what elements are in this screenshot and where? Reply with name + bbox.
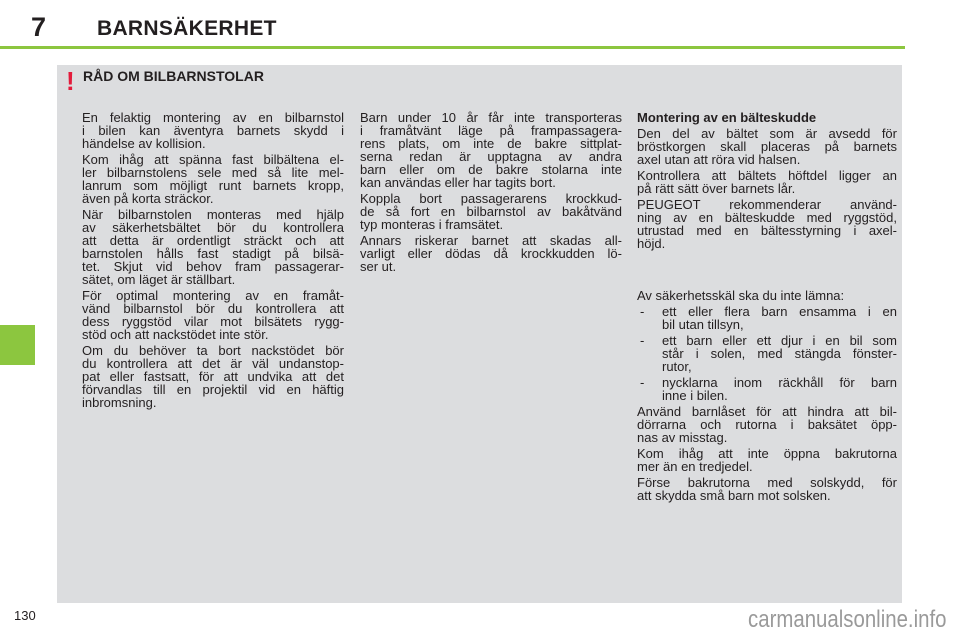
- column-1: [82, 111, 344, 412]
- text-line: En felaktig montering av en bilbarnstol: [82, 110, 344, 125]
- text-line: höjd.: [637, 236, 666, 251]
- list-item: [637, 305, 897, 331]
- chapter-number: 7: [31, 12, 47, 42]
- chapter-title: BARNSÄKERHET: [97, 17, 277, 40]
- paragraph: [360, 111, 622, 189]
- text-line: rutor,: [662, 359, 692, 374]
- text-line: axel utan att röra vid halsen.: [637, 152, 801, 167]
- text-line: Annars riskerar barnet att skadas all-: [360, 233, 622, 248]
- paragraph: [360, 192, 622, 231]
- text-line: Kom ihåg att inte öppna bakrutorna: [637, 446, 897, 461]
- text-line: av säkerhetsbältet bör du kontrollera: [82, 220, 344, 235]
- chapter-tab: [0, 325, 35, 365]
- text-line: i framåtvänt läge på frampassagera-: [360, 123, 622, 138]
- text-line: Koppla bort passagerarens krockkud-: [360, 191, 622, 206]
- paragraph: [82, 111, 344, 150]
- text-line: Kontrollera att bältets höftdel ligger an: [637, 168, 897, 183]
- spacer: [637, 253, 897, 289]
- text-line: dörrarna och rutorna i baksätet öpp-: [637, 417, 897, 432]
- text-line: i bilen kan äventyra barnets skydd i: [82, 123, 344, 138]
- text-line: förvandlas till en projektil vid en häftig: [82, 382, 344, 397]
- text-line: vänd bilbarnstol bör du kontrollera att: [82, 301, 344, 316]
- text-line: kan användas eller har tagits bort.: [360, 175, 556, 190]
- watermark: carmanualsonline.info: [747, 606, 946, 633]
- text-line: att detta är ordentligt sträckt och att: [82, 233, 344, 248]
- section-title: RÅD OM BILBARNSTOLAR: [83, 68, 264, 84]
- text-line: varligt eller dödas då krockkudden lö-: [360, 246, 622, 261]
- text-line: tet. Skjut vid behov fram passagerar-: [82, 259, 344, 274]
- paragraph: [82, 344, 344, 409]
- paragraph: [637, 447, 897, 473]
- text-line: rens plats, om inte de bakre sittplat-: [360, 136, 622, 151]
- text-line: Om du behöver ta bort nackstödet bör: [82, 343, 344, 358]
- text-line: PEUGEOT rekommenderar använd-: [637, 197, 897, 212]
- text-line: ett eller flera barn ensamma i en: [662, 304, 897, 319]
- text-line: Montering av en bälteskudde: [637, 110, 817, 125]
- text-line: bröstkorgen skall placeras på barnets: [637, 139, 897, 154]
- text-line: barn eller om de bakre stolarna inte: [360, 162, 622, 177]
- paragraph: [637, 289, 897, 302]
- subheading: [637, 111, 897, 124]
- text-line: ler bilbarnstolens sele med så lite mel-: [82, 165, 344, 180]
- text-line: ning av en bälteskudde med ryggstöd,: [637, 210, 897, 225]
- column-3: [637, 111, 897, 505]
- list-item: [637, 334, 897, 373]
- list-item: [637, 376, 897, 402]
- text-line: Använd barnlåset för att hindra att bil-: [637, 404, 897, 419]
- text-line: ser ut.: [360, 259, 397, 274]
- text-line: på rätt sätt över barnets lår.: [637, 181, 796, 196]
- paragraph: [82, 153, 344, 205]
- page-number: 130: [14, 608, 36, 623]
- text-line: de så fort en bilbarnstol av bakåtvänd: [360, 204, 622, 219]
- text-line: händelse av kollision.: [82, 136, 206, 151]
- text-line: När bilbarnstolen monteras med hjälp: [82, 207, 344, 222]
- bullet-dash: -: [640, 375, 645, 390]
- text-line: mer än en tredjedel.: [637, 459, 753, 474]
- column-2: [360, 111, 622, 276]
- text-line: att skydda små barn mot solsken.: [637, 488, 831, 503]
- paragraph: [637, 198, 897, 250]
- text-line: du kontrollera att det är väl undanstop-: [82, 356, 344, 371]
- text-line: För optimal montering av en framåt-: [82, 288, 344, 303]
- paragraph: [360, 234, 622, 273]
- text-line: står i solen, med stängda fönster-: [662, 346, 897, 361]
- text-line: stöd och att nackstödet inte stör.: [82, 327, 269, 342]
- text-line: bil utan tillsyn,: [662, 317, 744, 332]
- text-line: Förse bakrutorna med solskydd, för: [637, 475, 897, 490]
- paragraph: [637, 476, 897, 502]
- paragraph: [82, 208, 344, 286]
- text-line: Barn under 10 år får inte transporteras: [360, 110, 622, 125]
- bullet-dash: -: [640, 304, 645, 319]
- header-divider: [0, 46, 905, 49]
- text-line: dess ryggstöd vilar mot bilsätets rygg-: [82, 314, 344, 329]
- text-line: sätet, om läget är ställbart.: [82, 272, 236, 287]
- text-line: nas av misstag.: [637, 430, 728, 445]
- text-line: pat eller fastsatt, för att undvika att det: [82, 369, 344, 384]
- text-line: även på korta sträckor.: [82, 191, 214, 206]
- paragraph: [82, 289, 344, 341]
- text-line: inbromsning.: [82, 395, 157, 410]
- bullet-dash: -: [640, 333, 645, 348]
- text-line: barnstolen hålls fast stadigt på bilsä-: [82, 246, 344, 261]
- text-line: nycklarna inom räckhåll för barn: [662, 375, 897, 390]
- text-line: ett barn eller ett djur i en bil som: [662, 333, 897, 348]
- text-line: Den del av bältet som är avsedd för: [637, 126, 897, 141]
- text-line: lanrum som möjligt runt barnets kropp,: [82, 178, 344, 193]
- paragraph: [637, 405, 897, 444]
- paragraph: [637, 169, 897, 195]
- text-line: Av säkerhetsskäl ska du inte lämna:: [637, 288, 845, 303]
- text-line: utrustad med en bältesstyrning i axel-: [637, 223, 897, 238]
- text-line: serna redan är upptagna av andra: [360, 149, 622, 164]
- text-line: typ monteras i framsätet.: [360, 217, 504, 232]
- paragraph: [637, 127, 897, 166]
- text-line: inne i bilen.: [662, 388, 728, 403]
- text-line: Kom ihåg att spänna fast bilbältena el-: [82, 152, 344, 167]
- warning-icon: !: [66, 66, 75, 96]
